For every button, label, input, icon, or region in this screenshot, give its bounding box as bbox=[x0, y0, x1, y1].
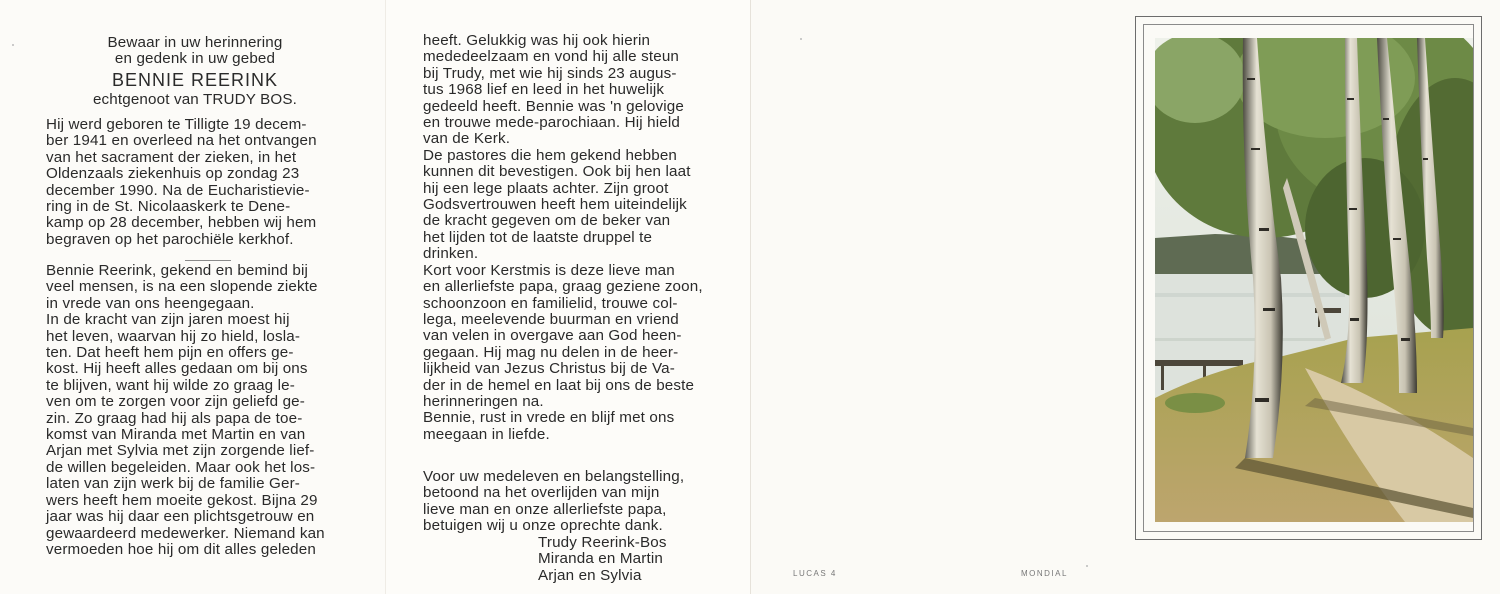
text-line: ten. Dat heeft hem pijn en offers ge- bbox=[46, 344, 294, 362]
text-line: begraven op het parochiële kerkhof. bbox=[46, 230, 294, 248]
text-line: Godsvertrouwen heeft hem uiteindelijk bbox=[423, 196, 687, 214]
text-line: ring in de St. Nicolaaskerk te Dene- bbox=[46, 198, 291, 216]
text-line: het lijden tot de laatste druppel te bbox=[423, 228, 653, 246]
paper-speck bbox=[1086, 565, 1088, 567]
text-line: herinneringen na. bbox=[423, 392, 544, 410]
birch-trees-lakeside-photo bbox=[1155, 38, 1473, 522]
text-line: Hij werd geboren te Tilligte 19 decem- bbox=[46, 116, 307, 133]
text-line: schoonzoon en familielid, trouwe col- bbox=[423, 294, 678, 312]
text-line: jaar was hij daar een plichtsgetrouw en bbox=[46, 508, 315, 526]
text-line: tus 1968 lief en leed in het huwelijk bbox=[423, 81, 665, 99]
text-line: ber 1941 en overleed na het ontvangen bbox=[46, 132, 317, 150]
memorial-paragraph bbox=[46, 263, 346, 558]
middle-panel bbox=[385, 0, 751, 594]
signature-line: Arjan en Sylvia bbox=[538, 566, 642, 584]
paper-speck bbox=[800, 38, 802, 40]
text-line: vermoeden hoe hij om dit alles geleden bbox=[46, 540, 316, 558]
text-line: en trouwe mede-parochiaan. Hij hield bbox=[423, 114, 680, 132]
paper-speck bbox=[12, 44, 14, 46]
text-line: betoond na het overlijden van mijn bbox=[423, 484, 660, 502]
text-line: veel mensen, is na een slopende ziekte bbox=[46, 278, 318, 296]
text-line: drinken. bbox=[423, 245, 479, 263]
text-line: wers heeft hem moeite gekost. Bijna 29 bbox=[46, 491, 318, 509]
text-line: heeft. Gelukkig was hij ook hierin bbox=[423, 32, 651, 49]
text-line: hij een lege plaats achter. Zijn groot bbox=[423, 179, 669, 197]
text-line: gegaan. Hij mag nu delen in de heer- bbox=[423, 343, 679, 361]
text-line: van het sacrament der zieken, in het bbox=[46, 148, 297, 166]
text-line: te blijven, want hij wilde zo graag le- bbox=[46, 376, 295, 394]
text-line: kamp op 28 december, hebben wij hem bbox=[46, 214, 317, 232]
text-line: meegaan in liefde. bbox=[423, 425, 550, 443]
text-line: der in de hemel en laat bij ons de beste bbox=[423, 376, 695, 394]
text-line: mededeelzaam en vond hij alle steun bbox=[423, 48, 680, 66]
text-line: Bennie Reerink, gekend en bemind bij bbox=[46, 262, 309, 279]
thanks-paragraph bbox=[423, 469, 718, 535]
footer-lucas: LUCAS 4 bbox=[793, 569, 837, 578]
biography-paragraph bbox=[46, 117, 346, 248]
text-line: In de kracht van zijn jaren moest hij bbox=[46, 311, 290, 329]
signature-line: Miranda en Martin bbox=[538, 550, 663, 568]
text-line: gedeeld heeft. Bennie was 'n gelovige bbox=[423, 97, 684, 115]
text-line: lega, meelevende buurman en vriend bbox=[423, 310, 679, 328]
text-line: de willen begeleiden. Maar ook het los- bbox=[46, 458, 316, 476]
intro-line: Bewaar in uw herinnering bbox=[107, 34, 283, 51]
text-line: Kort voor Kerstmis is deze lieve man bbox=[423, 261, 675, 279]
memorial-continued bbox=[423, 33, 718, 443]
text-line: De pastores die hem gekend hebben bbox=[423, 146, 678, 164]
right-panel bbox=[750, 0, 1500, 594]
text-line: Bennie, rust in vrede en blijf met ons bbox=[423, 409, 675, 427]
text-line: lieve man en onze allerliefste papa, bbox=[423, 500, 667, 518]
text-line: Voor uw medeleven en belangstelling, bbox=[423, 468, 685, 485]
signature-line: Trudy Reerink-Bos bbox=[538, 534, 667, 551]
spouse-line: echtgenoot van TRUDY BOS. bbox=[92, 90, 298, 108]
text-line: zin. Zo graag had hij als papa de toe- bbox=[46, 409, 303, 427]
text-line: Oldenzaals ziekenhuis op zondag 23 bbox=[46, 165, 300, 183]
left-panel bbox=[0, 0, 385, 594]
text-line: kunnen dit bevestigen. Ook bij hen laat bbox=[423, 163, 691, 181]
card-header bbox=[40, 35, 350, 108]
footer-mondial: MONDIAL bbox=[1021, 569, 1068, 578]
divider bbox=[185, 260, 231, 261]
text-line: Arjan met Sylvia met zijn zorgende lief- bbox=[46, 442, 315, 460]
text-line: laten van zijn werk bij de familie Ger- bbox=[46, 475, 301, 493]
text-line: betuigen wij u onze oprechte dank. bbox=[423, 517, 663, 535]
text-line: gewaardeerd medewerker. Niemand kan bbox=[46, 524, 325, 542]
deceased-name: BENNIE REERINK bbox=[111, 69, 279, 90]
text-line: bij Trudy, met wie hij sinds 23 augus- bbox=[423, 64, 677, 82]
signatures bbox=[538, 535, 667, 584]
text-line: en allerliefste papa, graag geziene zoon, bbox=[423, 278, 703, 296]
intro-line: en gedenk in uw gebed bbox=[114, 50, 276, 68]
text-line: komst van Miranda met Martin en van bbox=[46, 426, 306, 444]
text-line: de kracht gegeven om de beker van bbox=[423, 212, 671, 230]
text-line: van de Kerk. bbox=[423, 130, 511, 148]
text-line: ven om te zorgen voor zijn geliefd ge- bbox=[46, 393, 305, 411]
text-line: het leven, waarvan hij zo hield, losla- bbox=[46, 327, 301, 345]
text-line: van velen in overgave aan God heen- bbox=[423, 327, 682, 345]
text-line: december 1990. Na de Eucharistievie- bbox=[46, 181, 310, 199]
text-line: lijkheid van Jezus Christus bij de Va- bbox=[423, 360, 675, 378]
text-line: in vrede van ons heengegaan. bbox=[46, 294, 255, 312]
text-line: kost. Hij heeft alles gedaan om bij ons bbox=[46, 360, 308, 378]
